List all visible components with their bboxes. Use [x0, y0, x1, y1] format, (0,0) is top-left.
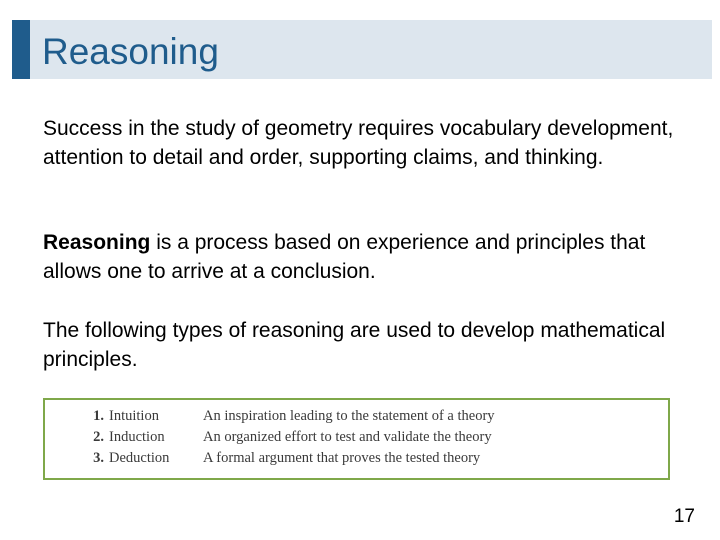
- item-number: 2.: [93, 429, 104, 445]
- title-accent-bar: [12, 20, 30, 79]
- item-number: 3.: [93, 450, 104, 466]
- item-term: Deduction: [109, 450, 170, 466]
- paragraph-geometry-success: Success in the study of geometry requires vocabulary development, attention to detail and order, supporting claims, and thinking.: [43, 117, 674, 169]
- item-term: Intuition: [109, 408, 159, 424]
- item-number: 1.: [93, 408, 104, 424]
- reasoning-types-box: [43, 398, 670, 480]
- item-description: An inspiration leading to the statement of a theory: [203, 408, 495, 424]
- item-term: Induction: [109, 429, 165, 445]
- list-item: [45, 408, 668, 428]
- reasoning-definition-text: is a process based on experience and principles that allows one to arrive at a conclusion.: [43, 231, 646, 283]
- item-description: A formal argument that proves the tested theory: [203, 450, 481, 466]
- item-description: An organized effort to test and validate the theory: [203, 429, 492, 445]
- paragraph-reasoning-types-intro: The following types of reasoning are used to develop mathematical principles.: [43, 319, 666, 371]
- reasoning-term: Reasoning: [43, 231, 151, 254]
- list-item: [45, 450, 668, 470]
- title-bar: [12, 20, 712, 79]
- paragraph-reasoning-definition: [43, 228, 683, 286]
- list-item: [45, 429, 668, 449]
- page-number: 17: [673, 506, 695, 527]
- slide-title: Reasoning: [42, 31, 219, 72]
